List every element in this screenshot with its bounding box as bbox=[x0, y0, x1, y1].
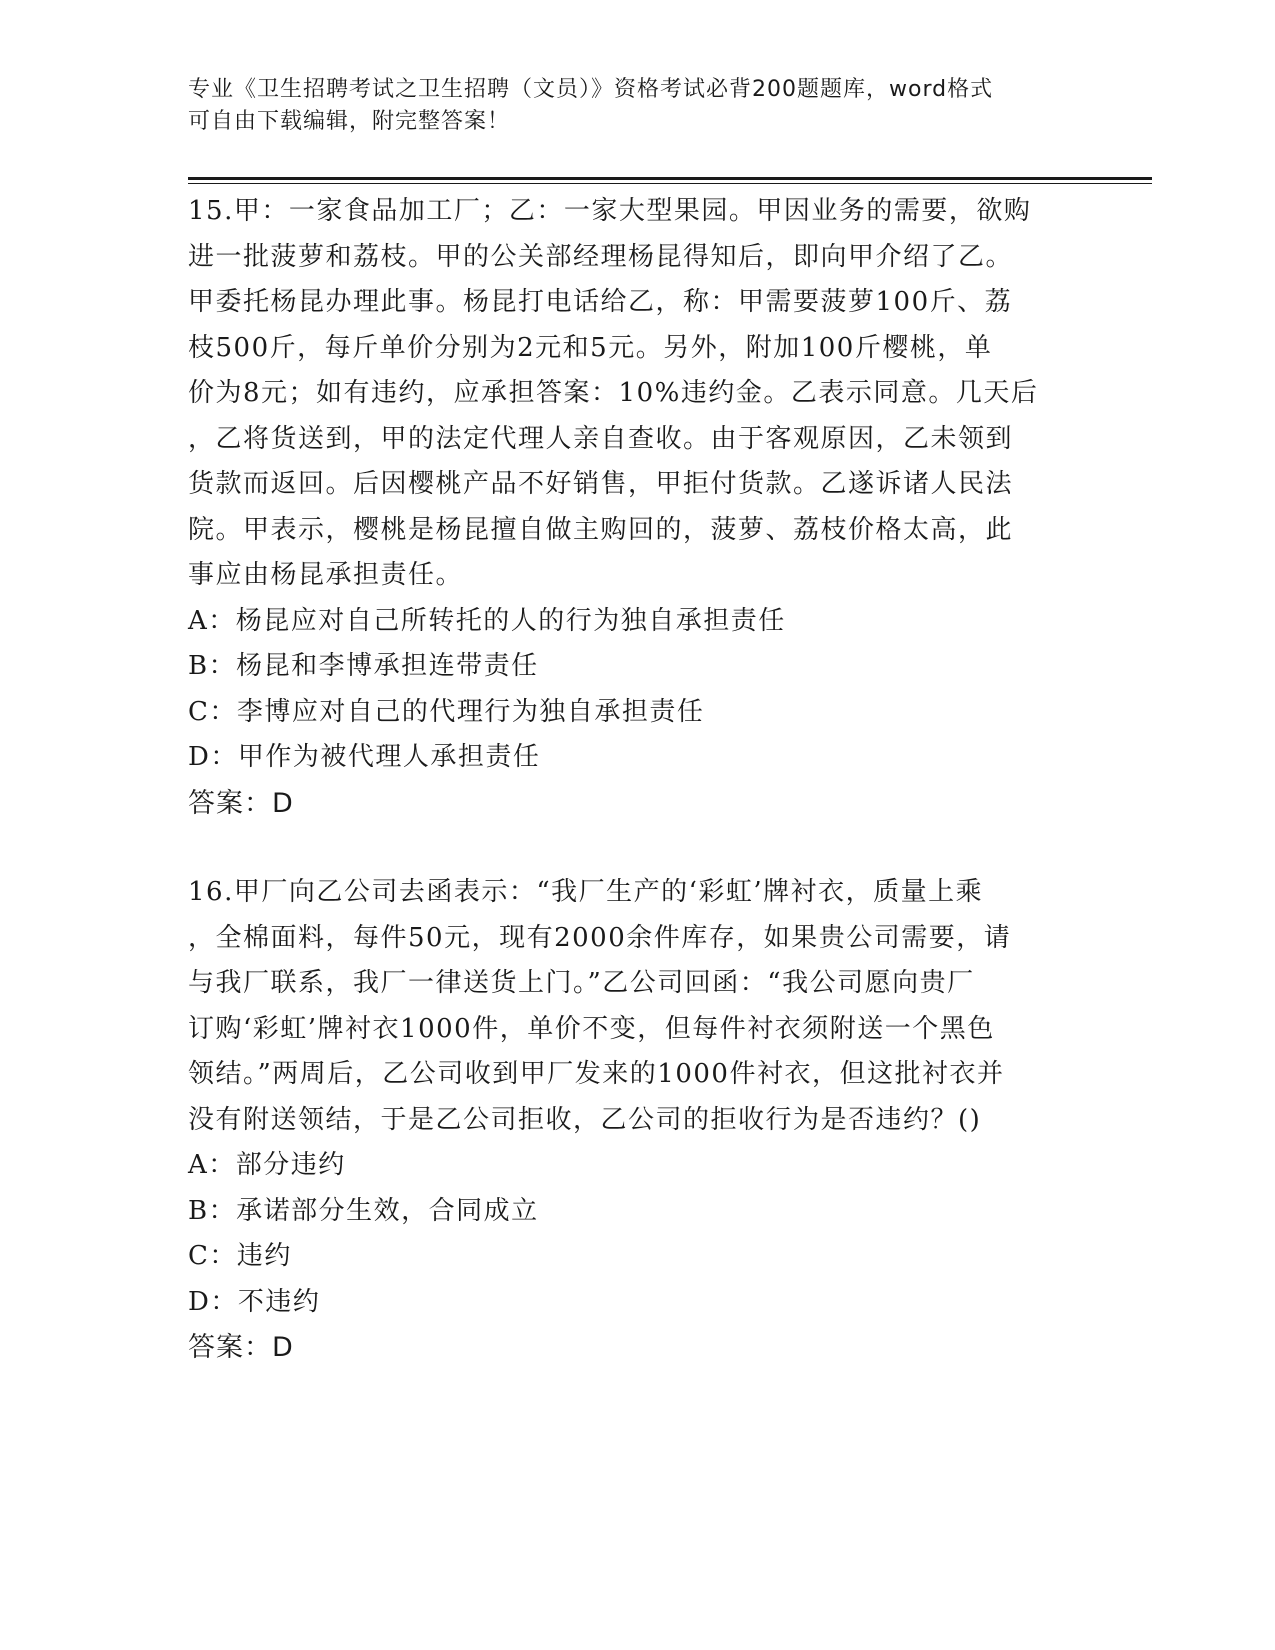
stem-line: ，乙将货送到，甲的法定代理人亲自查收。由于客观原因，乙未领到 bbox=[188, 423, 1014, 454]
header-line-2: 可自由下载编辑，附完整答案！ bbox=[188, 109, 511, 134]
stem-line: ，全棉面料，每件50元，现有2000余件库存，如果贵公司需要，请 bbox=[188, 922, 1012, 953]
question-stem bbox=[188, 870, 1078, 1143]
stem-line: 进一批菠萝和荔枝。甲的公关部经理杨昆得知后，即向甲介绍了乙。 bbox=[188, 241, 1014, 272]
option-c: C：违约 bbox=[188, 1241, 292, 1271]
option-b: B：杨昆和李博承担连带责任 bbox=[188, 651, 539, 681]
question-15 bbox=[188, 189, 1078, 826]
option-b: B：承诺部分生效，合同成立 bbox=[188, 1195, 539, 1226]
option-d: D：甲作为被代理人承担责任 bbox=[188, 742, 541, 772]
stem-line: 价为8元；如有违约，应承担答案：10%违约金。乙表示同意。几天后 bbox=[188, 378, 1039, 408]
option-a: A：杨昆应对自己所转托的人的行为独自承担责任 bbox=[188, 605, 786, 636]
question-16 bbox=[188, 870, 1078, 1371]
header-line-1: 专业《卫生招聘考试之卫生招聘（文员）》资格考试必背200题题库，word格式 bbox=[188, 77, 994, 102]
header-divider-thin bbox=[188, 183, 1152, 184]
answer-line: 答案：D bbox=[188, 787, 294, 819]
stem-line: 16.甲厂向乙公司去函表示：“我厂生产的‘彩虹’牌衬衣，质量上乘 bbox=[188, 877, 984, 907]
stem-line: 枝500斤，每斤单价分别为2元和5元。另外，附加100斤樱桃，单 bbox=[188, 332, 993, 363]
stem-line: 院。甲表示，樱桃是杨昆擅自做主购回的，菠萝、荔枝价格太高，此 bbox=[188, 514, 1014, 545]
stem-line: 15.甲：一家食品加工厂；乙：一家大型果园。甲因业务的需要，欲购 bbox=[188, 196, 1032, 226]
stem-line: 甲委托杨昆办理此事。杨昆打电话给乙，称：甲需要菠萝100斤、荔 bbox=[188, 287, 1013, 317]
stem-line: 没有附送领结，于是乙公司拒收，乙公司的拒收行为是否违约？() bbox=[188, 1104, 982, 1135]
answer-line: 答案：D bbox=[188, 1332, 294, 1363]
option-d: D：不违约 bbox=[188, 1286, 321, 1317]
stem-line: 订购‘彩虹’牌衬衣1000件，单价不变，但每件衬衣须附送一个黑色 bbox=[188, 1013, 995, 1044]
header-divider-thick bbox=[188, 177, 1152, 180]
stem-line: 货款而返回。后因樱桃产品不好销售，甲拒付货款。乙遂诉诸人民法 bbox=[188, 469, 1014, 499]
stem-line: 事应由杨昆承担责任。 bbox=[188, 560, 464, 590]
option-a: A：部分违约 bbox=[188, 1150, 346, 1180]
stem-line: 领结。”两周后，乙公司收到甲厂发来的1000件衬衣，但这批衬衣并 bbox=[188, 1059, 1005, 1089]
document-header bbox=[188, 74, 1068, 138]
option-c: C：李博应对自己的代理行为独自承担责任 bbox=[188, 696, 705, 727]
stem-line: 与我厂联系，我厂一律送货上门。”乙公司回函：“我公司愿向贵厂 bbox=[188, 968, 975, 998]
question-stem bbox=[188, 189, 1078, 599]
